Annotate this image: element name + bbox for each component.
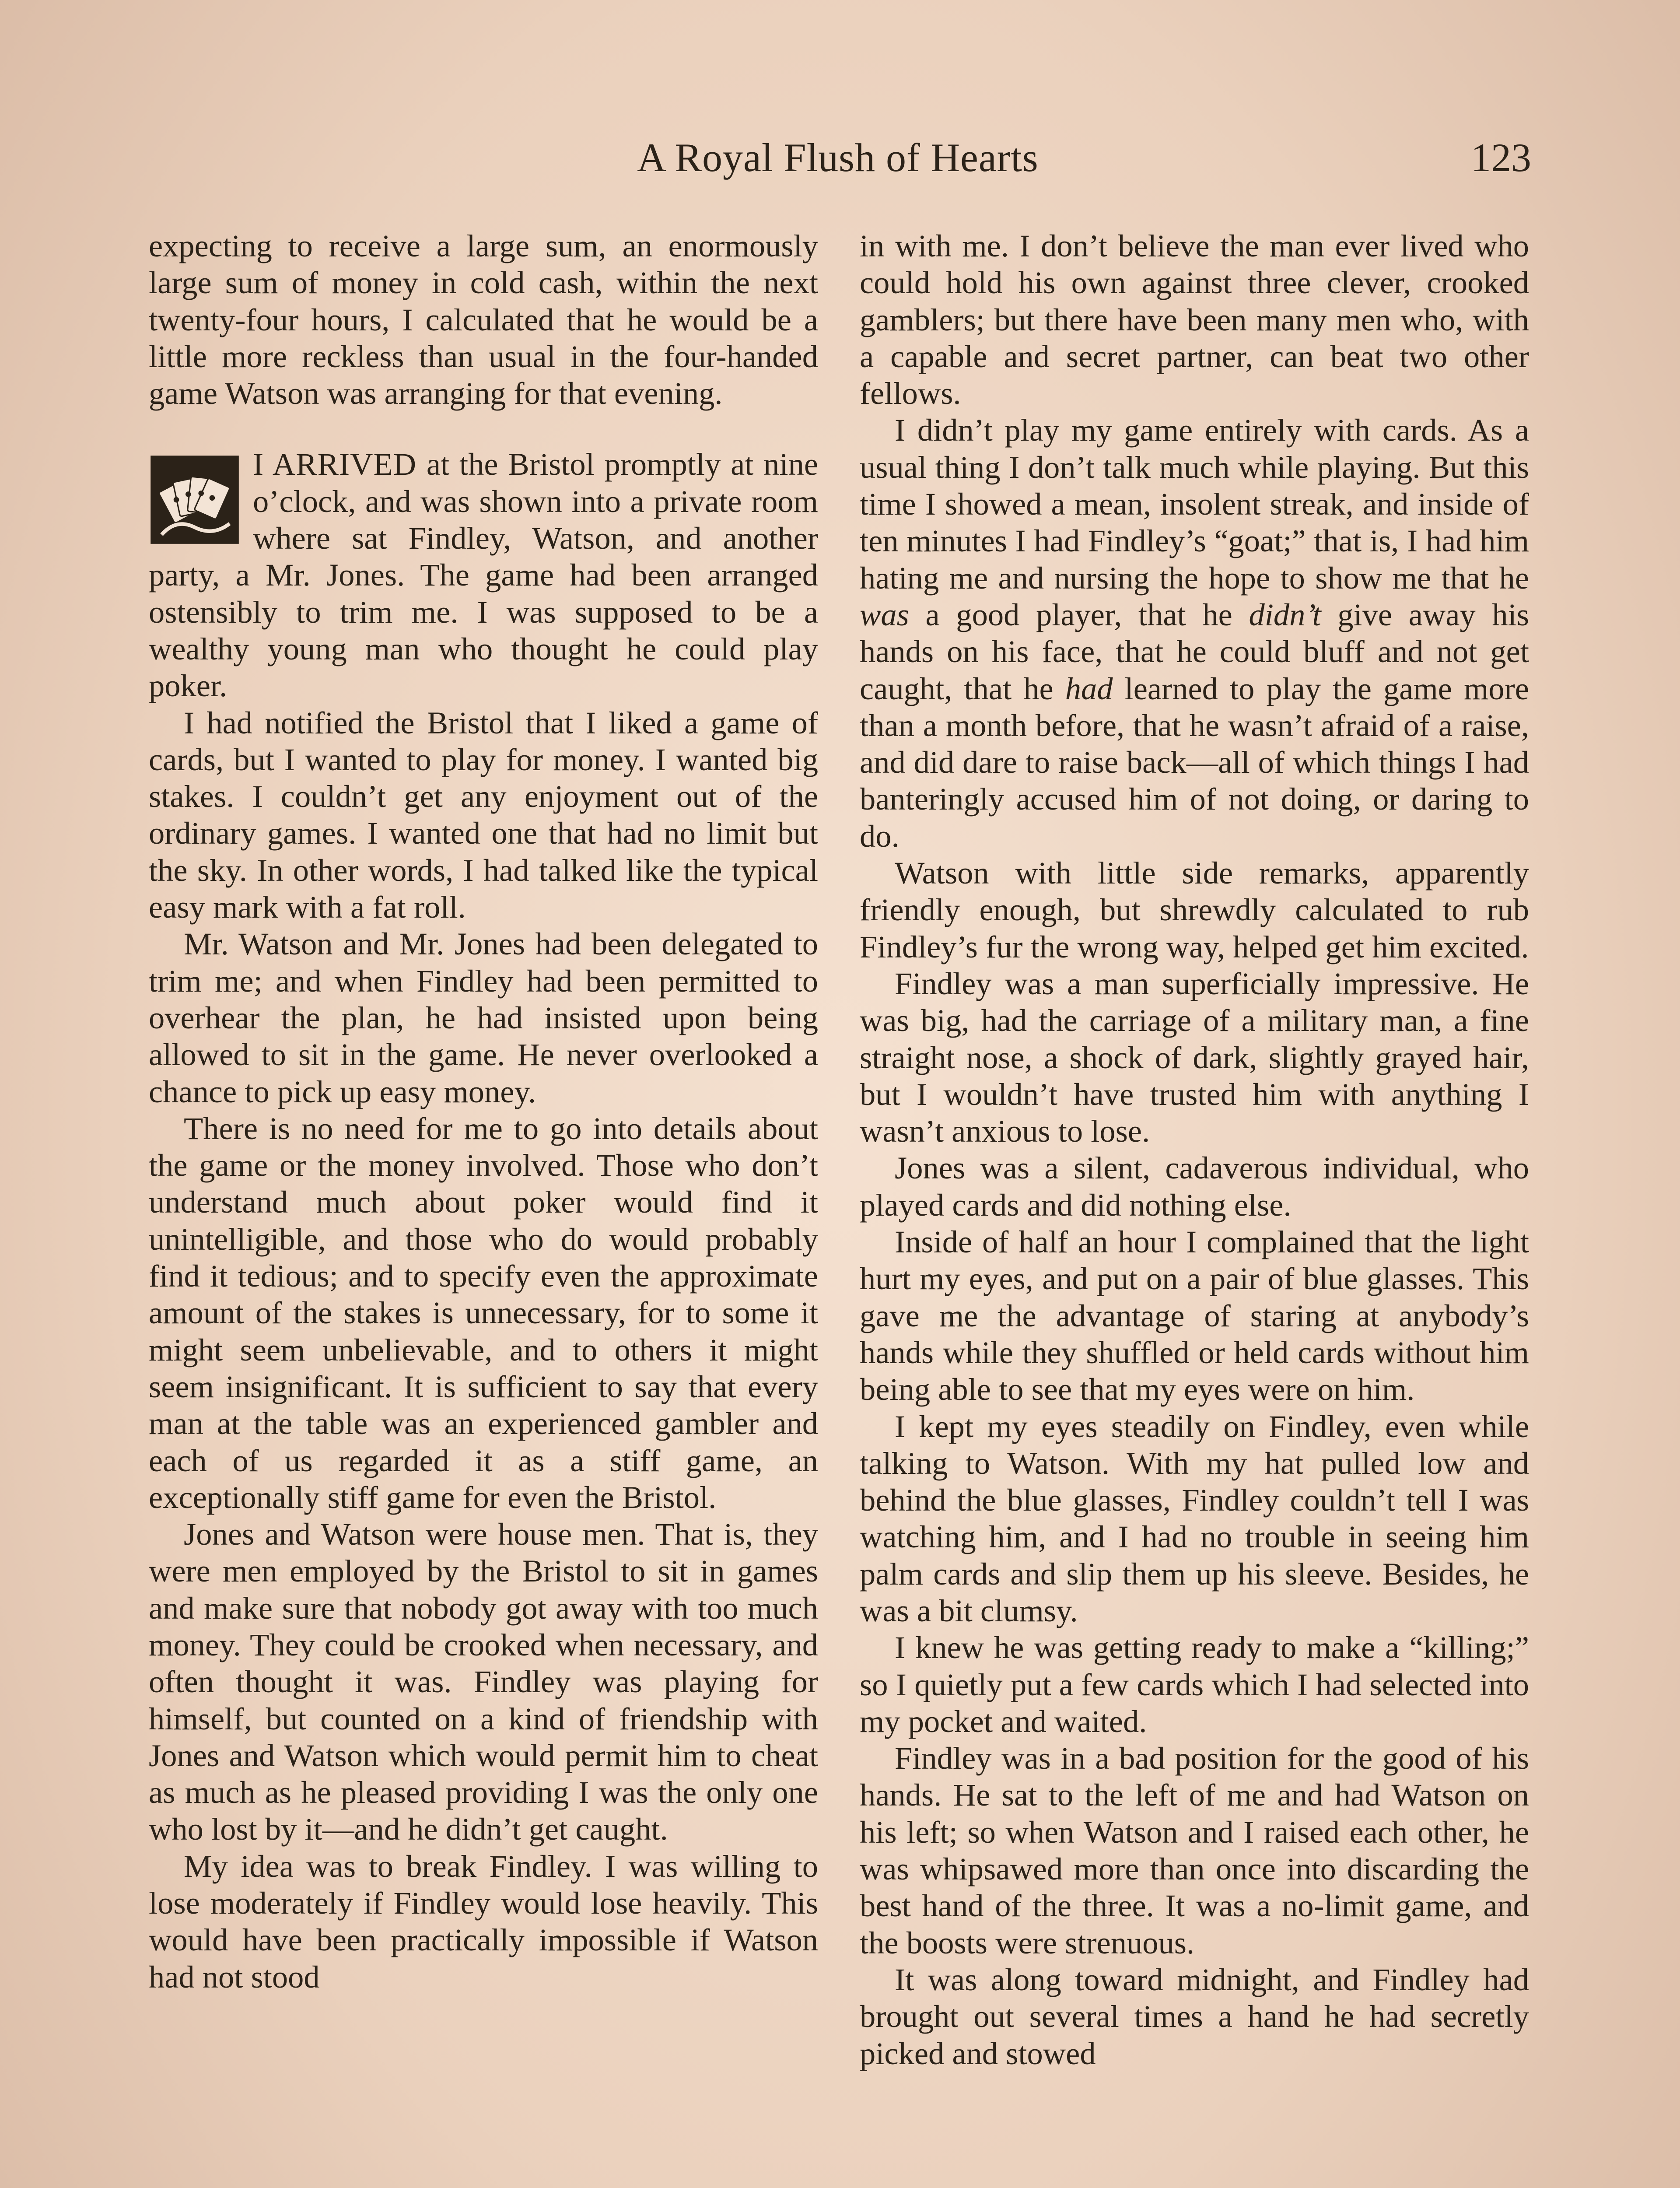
paragraph: Jones and Watson were house men. That is, they were men employed by the Bristol to sit in games and make sure that nobody got away with too much money. They could be crooked when necessary, and often thought it was. Findley was playing for himself, but counted on a kind of friendship with Jones and Watson which would permit him to cheat as much as he pleased providing I was the only one who lost by it—and he didn’t get caught. <box>149 1516 818 1847</box>
paragraph: Mr. Watson and Mr. Jones had been delegated to trim me; and when Findley had been permitted to overhear the plan, he had insisted upon being allowed to sit in the game. He never overlooked a chance to pick up easy money. <box>149 926 818 1109</box>
paragraph: I kept my eyes steadily on Findley, even while talking to Watson. With my hat pulled low and behind the blue glasses, Findley couldn’t tell I was watching him, and I had no trouble in seeing him palm cards and slip them up his sleeve. Besides, he was a bit clumsy. <box>860 1408 1529 1628</box>
right-column <box>860 228 1529 2072</box>
paragraph: expecting to receive a large sum, an enormously large sum of money in cold cash, within the next twenty-four hours, I calculated that he would be a little more reckless than usual in the four-handed game Watson was arranging for that evening. <box>149 228 818 411</box>
paragraph-text: I didn’t play my game entirely with cards. As a usual thing I don’t talk much while playing. But this time I showed a mean, insolent streak, and inside of ten minutes I had Findley’s “goat;” that is, I had him hating me and nursing the hope to show me that he <box>860 412 1529 596</box>
paragraph: Watson with little side remarks, apparently friendly enough, but shrewdly calculated to rub Findley’s fur the wrong way, helped get him excited. <box>860 855 1529 964</box>
paragraph-text: a good player, that he <box>909 596 1249 632</box>
section-opening-paragraph <box>149 446 818 704</box>
paragraph: Inside of half an hour I complained that the light hurt my eyes, and put on a pair of blue glasses. This gave me the advantage of staring at anybody’s hands while they shuffled or held cards without him being able to see that my eyes were on him. <box>860 1224 1529 1407</box>
running-head <box>144 125 1531 190</box>
paragraph: Findley was a man superficially impressive. He was big, had the carriage of a military man, a fine straight nose, a shock of dark, slightly grayed hair, but I wouldn’t have trusted him with anything I wasn’t anxious to lose. <box>860 965 1529 1149</box>
emphasis: had <box>1065 670 1113 706</box>
paragraph: My idea was to break Findley. I was willing to lose moderately if Findley would lose heavily. This would have been practically impossible if Watson had not stood <box>149 1848 818 1995</box>
paragraph: I knew he was getting ready to make a “killing;” so I quietly put a few cards which I had selected into my pocket and waited. <box>860 1630 1529 1739</box>
paragraph: Findley was in a bad position for the good of his hands. He sat to the left of me and had Watson on his left; so when Watson and I raised each other, he was whipsawed more than once into discarding the best hand of the three. It was a no-limit game, and the boosts were strenuous. <box>860 1740 1529 1960</box>
paragraph: in with me. I don’t believe the man ever lived who could hold his own against three clever, crooked gamblers; but there have been many men who, with a capable and secret partner, can beat two other fellows. <box>860 228 1529 411</box>
paragraph-text: learned to play the game more than a month before, that he wasn’t afraid of a raise, and did dare to raise back—all of which things I had banteringly accused him of not doing, or daring to do. <box>860 670 1529 854</box>
paragraph: It was along toward midnight, and Findley had brought out several times a hand he had secretly picked and stowed <box>860 1961 1529 2071</box>
emphasis: didn’t <box>1249 596 1321 632</box>
paragraph <box>860 412 1529 855</box>
running-title: A Royal Flush of Hearts <box>637 135 1039 180</box>
page-number: 123 <box>1471 135 1531 180</box>
paragraph: There is no need for me to go into details about the game or the money involved. Those who don’t understand much about poker would find it unintelligible, and those who do would probably find it tedious; and to specify even the approximate amount of the stakes is unnecessary, for to some it might seem unbelievable, and to others it might seem insignificant. It is sufficient to say that every man at the table was an experienced gambler and each of us regarded it as a stiff game, an exceptionally stiff game for even the Bristol. <box>149 1110 818 1515</box>
emphasis: was <box>860 596 909 632</box>
paragraph: I had notified the Bristol that I liked a game of cards, but I wanted to play for money. I wanted big stakes. I couldn’t get any enjoyment out of the ordinary games. I wanted one that had no limit but the sky. In other words, I had talked like the typical easy mark with a fat roll. <box>149 705 818 925</box>
paragraph: Jones was a silent, cadaverous individual, who played cards and did nothing else. <box>860 1150 1529 1223</box>
lead-in-text: I ARRIVED <box>253 446 417 482</box>
left-column <box>149 228 818 1995</box>
paragraph-text: give away his hands on his face, that he could bluff and not get caught, that he <box>860 596 1529 706</box>
playing-cards-icon <box>149 454 241 546</box>
paragraph-text: at the Bristol promptly at nine o’clock, and was shown into a private room where sat Findley, Watson, and another party, a Mr. Jones. The game had been arranged ostensibly to trim me. I was supposed to be a wealthy young man who thought he could play poker. <box>149 446 818 704</box>
